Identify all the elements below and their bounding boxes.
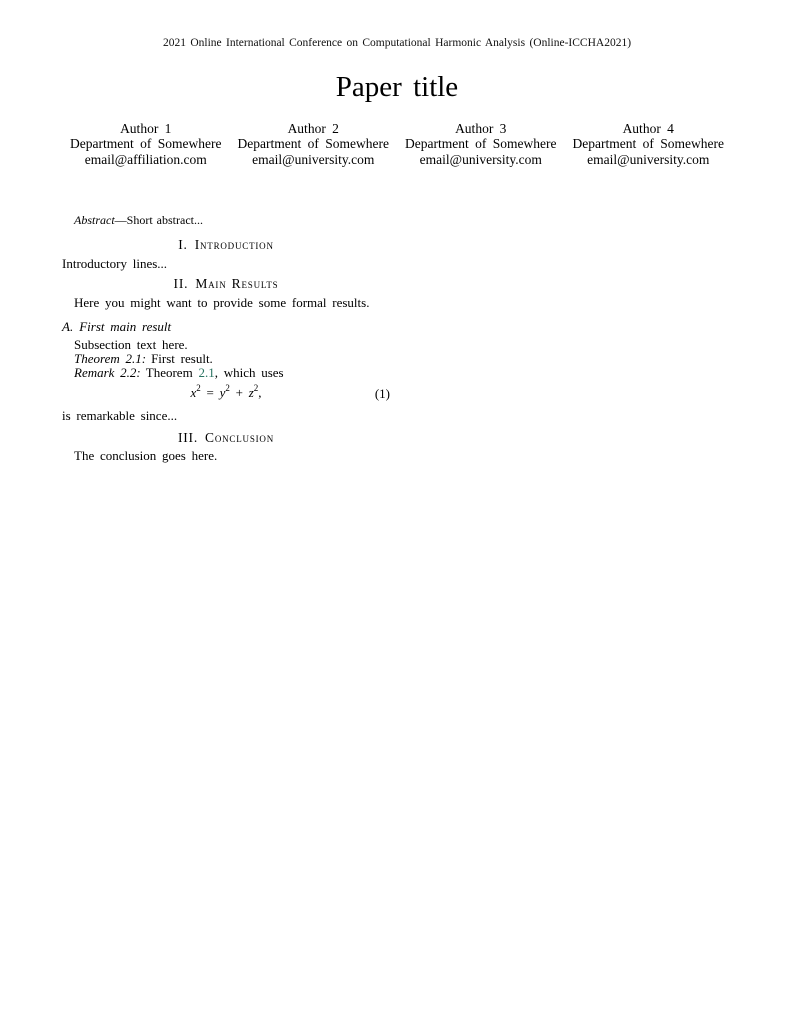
author-department: Department of Somewhere	[70, 136, 222, 152]
author-name: Author 4	[622, 121, 674, 136]
author-email: email@affiliation.com	[84, 151, 207, 167]
author-email: email@university.com	[587, 151, 710, 167]
theorem-label: Theorem 2.1:	[74, 351, 147, 366]
remark-text-after: , which uses	[214, 365, 284, 380]
subsection-heading-first-main-result	[62, 320, 390, 334]
abstract-label: Abstract	[74, 213, 115, 227]
remark-text-before: Theorem	[145, 365, 199, 380]
author-block	[397, 121, 565, 167]
section-number: III.	[177, 430, 199, 445]
subsection-title: First main result	[79, 319, 172, 334]
section-heading-introduction	[62, 238, 390, 252]
paragraph-after-equation: is remarkable since...	[62, 408, 178, 423]
equation-number: (1)	[374, 386, 390, 401]
math-var-x: x	[190, 385, 197, 400]
section-title: Conclusion	[205, 430, 275, 445]
remark-label: Remark 2.2:	[74, 365, 141, 380]
author-name: Author 2	[287, 121, 339, 136]
author-block	[230, 121, 398, 167]
equation-body	[190, 384, 261, 400]
author-name: Author 3	[455, 121, 507, 136]
author-email: email@university.com	[252, 151, 375, 167]
plus-sign: +	[229, 385, 249, 400]
author-department: Department of Somewhere	[572, 136, 724, 152]
theorem-text: First result.	[151, 351, 213, 366]
author-name: Author 1	[120, 121, 172, 136]
math-var-y: y	[219, 385, 226, 400]
author-department: Department of Somewhere	[237, 136, 389, 152]
conference-header: 2021 Online International Conference on Computational Harmonic Analysis (Online-ICCHA2021)	[162, 37, 632, 49]
paragraph-conclusion: The conclusion goes here.	[74, 448, 218, 463]
theorem-ref-link[interactable]: 2.1	[198, 365, 215, 380]
paper-title: Paper title	[335, 71, 459, 103]
author-block	[62, 121, 230, 167]
paragraph-results: Here you might want to provide some formal results.	[74, 295, 370, 310]
equation-comma: ,	[258, 385, 262, 400]
abstract-paragraph	[62, 213, 390, 227]
theorem-paragraph	[62, 352, 390, 366]
equation-block	[62, 384, 390, 404]
section-number: II.	[173, 276, 189, 291]
subsection-number: A.	[62, 319, 74, 334]
section-heading-main-results	[62, 277, 390, 291]
authors-row	[62, 121, 732, 167]
remark-paragraph	[62, 366, 390, 380]
paragraph-introductory: Introductory lines...	[62, 256, 168, 271]
author-email: email@university.com	[419, 151, 542, 167]
author-department: Department of Somewhere	[405, 136, 557, 152]
section-title: Introduction	[194, 237, 274, 252]
section-number: I.	[178, 237, 188, 252]
exponent: 2	[196, 382, 201, 393]
section-heading-conclusion	[62, 431, 390, 445]
paragraph-subsection: Subsection text here.	[74, 337, 188, 352]
left-column	[62, 213, 390, 463]
section-title: Main Results	[195, 276, 279, 291]
equals-sign: =	[200, 385, 220, 400]
exponent: 2	[253, 382, 259, 393]
abstract-text: —Short abstract...	[114, 213, 203, 227]
author-block	[565, 121, 733, 167]
exponent: 2	[225, 382, 230, 393]
math-var-z: z	[248, 385, 254, 400]
